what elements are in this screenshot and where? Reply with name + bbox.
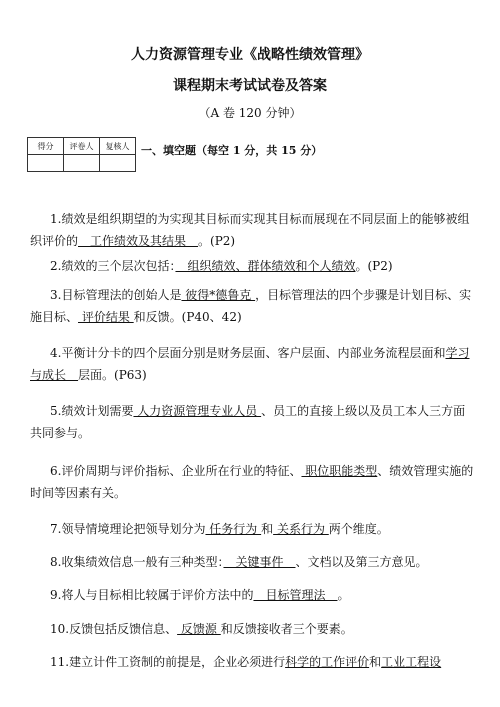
grader-cell (64, 155, 100, 172)
section-title: 一、填空题（每空 1 分，共 15 分） (141, 144, 323, 157)
question-9 (30, 584, 476, 606)
question-2 (30, 255, 476, 277)
question-number: 11. (50, 655, 70, 669)
question-number: 3. (50, 288, 62, 302)
question-text: 绩效计划需要 (61, 404, 134, 418)
grader-header: 评卷人 (64, 138, 100, 155)
question-text: 建立计件工资制的前提是，企业必须进行 (69, 655, 286, 669)
answer-blank: 任务行为 (205, 522, 262, 536)
question-text: 反馈包括反馈信息、 (69, 622, 178, 636)
score-header: 得分 (28, 138, 64, 155)
question-text: 层面。(P63) (78, 368, 147, 382)
question-text: 和 (261, 522, 274, 536)
question-number: 10. (50, 622, 70, 636)
answer-blank: 学习与成长 (30, 346, 470, 382)
question-text: 两个维度。 (328, 522, 389, 536)
question-text: 目标管理法的创始人是 (61, 288, 182, 302)
question-number: 7. (50, 522, 62, 536)
question-text: ，目标管理法的四个步骤是计划目标、实施目标、 (30, 288, 472, 324)
question-7 (30, 518, 476, 540)
answer-blank: 人力资源管理专业人员 (133, 404, 262, 418)
question-text: 和 (369, 655, 382, 669)
answer-blank: 组织绩效、群体绩效和个人绩效 (175, 259, 356, 273)
question-text: 。(P2) (198, 234, 236, 248)
question-text: 和反馈。(P40、42) (133, 310, 242, 324)
question-text: 绩效的三个层次包括： (61, 259, 176, 273)
reviewer-header: 复核人 (100, 138, 136, 155)
question-text: 、文档以及第三方意见。 (295, 555, 428, 569)
question-text: 。 (337, 588, 350, 602)
question-5 (30, 400, 476, 444)
question-text: 评价周期与评价指标、企业所在行业的特征、 (61, 464, 302, 478)
reviewer-cell (100, 155, 136, 172)
question-number: 6. (50, 464, 62, 478)
question-3 (30, 284, 476, 328)
question-number: 4. (50, 346, 62, 360)
answer-blank: 关键事件 (223, 555, 296, 569)
question-11 (30, 651, 476, 673)
document-title: 人力资源管理专业《战略性绩效管理》 (131, 47, 369, 63)
score-cell (28, 155, 64, 172)
answer-blank: 评价结果 (78, 310, 134, 324)
answer-blank: 反馈源 (177, 622, 221, 636)
question-number: 2. (50, 259, 62, 273)
question-8 (30, 551, 476, 573)
question-4 (30, 342, 476, 386)
answer-blank: 关系行为 (273, 522, 329, 536)
answer-blank: 工作绩效及其结果 (78, 234, 199, 248)
question-text: 、绩效管理实施的时间等因素有关。 (30, 464, 474, 500)
answer-blank: 目标管理法 (253, 588, 338, 602)
question-10 (30, 618, 476, 640)
question-text: 收集绩效信息一般有三种类型： (61, 555, 224, 569)
question-number: 5. (50, 404, 62, 418)
answer-blank: 科学的工作评价 (285, 655, 370, 669)
document-subtitle: 课程期末考试试卷及答案 (173, 78, 327, 94)
question-text: 、员工的直接上级以及员工本人三方面共同参与。 (30, 404, 466, 440)
score-table-value-row (28, 155, 136, 172)
score-table (27, 137, 136, 172)
question-number: 1. (50, 212, 62, 226)
score-table-header-row (28, 138, 136, 155)
question-number: 8. (50, 555, 62, 569)
question-6 (30, 460, 476, 504)
question-text: 领导情境理论把领导划分为 (61, 522, 206, 536)
question-text: 绩效是组织期望的为实现其目标而实现其目标而展现在不同层面上的能够被组织评价的 (30, 212, 470, 248)
answer-blank: 彼得*德鲁克 (181, 288, 256, 302)
question-text: 和反馈接收者三个要素。 (220, 622, 353, 636)
question-text: 将人与目标相比较属于评价方法中的 (61, 588, 254, 602)
question-text: 平衡计分卡的四个层面分别是财务层面、客户层面、内部业务流程层面和 (61, 346, 446, 360)
question-1 (30, 208, 476, 252)
exam-info: （A 卷 120 分钟） (198, 106, 302, 120)
question-number: 9. (50, 588, 62, 602)
answer-blank: 职位职能类型 (301, 464, 378, 478)
question-text: 。(P2) (355, 259, 393, 273)
answer-blank: 工业工程设 (381, 655, 442, 669)
